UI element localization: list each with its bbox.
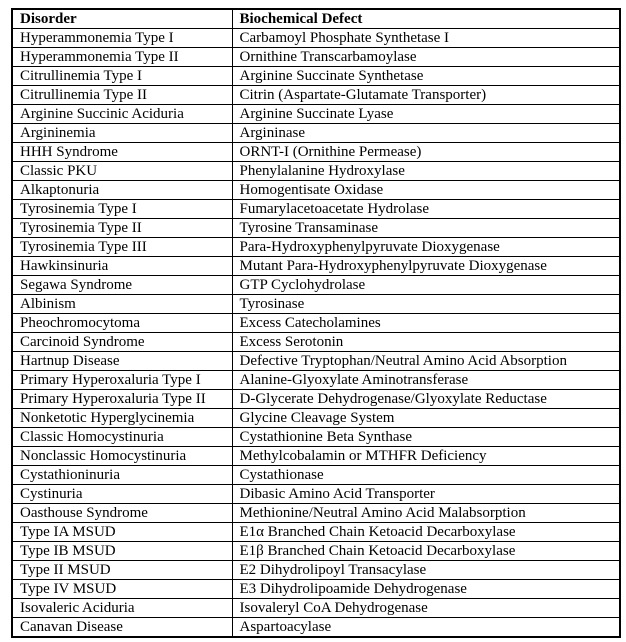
table-row <box>12 599 620 618</box>
defect-cell: E2 Dihydrolipoyl Transacylase <box>232 561 620 580</box>
disorder-cell: Oasthouse Syndrome <box>12 504 232 523</box>
defect-cell: Tyrosine Transaminase <box>232 219 620 238</box>
table-row <box>12 390 620 409</box>
defect-cell: Cystathionase <box>232 466 620 485</box>
disorder-cell: HHH Syndrome <box>12 143 232 162</box>
disorder-cell: Isovaleric Aciduria <box>12 599 232 618</box>
defect-cell: E1β Branched Chain Ketoacid Decarboxylase <box>232 542 620 561</box>
table-row <box>12 238 620 257</box>
defect-cell: Fumarylacetoacetate Hydrolase <box>232 200 620 219</box>
defect-cell: Excess Serotonin <box>232 333 620 352</box>
defect-cell: Defective Tryptophan/Neutral Amino Acid Absorption <box>232 352 620 371</box>
column-header-biochemical-defect: Biochemical Defect <box>232 9 620 29</box>
disorder-cell: Hartnup Disease <box>12 352 232 371</box>
defect-cell: Excess Catecholamines <box>232 314 620 333</box>
table-row <box>12 295 620 314</box>
defect-cell: Citrin (Aspartate-Glutamate Transporter) <box>232 86 620 105</box>
disorder-cell: Cystinuria <box>12 485 232 504</box>
table-row <box>12 447 620 466</box>
defect-cell: Arginine Succinate Lyase <box>232 105 620 124</box>
disorder-cell: Albinism <box>12 295 232 314</box>
disorder-cell: Segawa Syndrome <box>12 276 232 295</box>
table-row <box>12 428 620 447</box>
defect-cell: Homogentisate Oxidase <box>232 181 620 200</box>
disorder-cell: Citrullinemia Type I <box>12 67 232 86</box>
disorder-cell: Tyrosinemia Type I <box>12 200 232 219</box>
disorder-cell: Primary Hyperoxaluria Type II <box>12 390 232 409</box>
defect-cell: Isovaleryl CoA Dehydrogenase <box>232 599 620 618</box>
table-row <box>12 219 620 238</box>
table-row <box>12 466 620 485</box>
defect-cell: Phenylalanine Hydroxylase <box>232 162 620 181</box>
table-row <box>12 162 620 181</box>
table-row <box>12 485 620 504</box>
disorder-cell: Carcinoid Syndrome <box>12 333 232 352</box>
disorder-cell: Arginine Succinic Aciduria <box>12 105 232 124</box>
table-row <box>12 86 620 105</box>
disorder-cell: Tyrosinemia Type II <box>12 219 232 238</box>
disorder-cell: Hyperammonemia Type I <box>12 29 232 48</box>
table-row <box>12 371 620 390</box>
defect-cell: E1α Branched Chain Ketoacid Decarboxylase <box>232 523 620 542</box>
disorder-cell: Type IV MSUD <box>12 580 232 599</box>
table-row <box>12 29 620 48</box>
disorder-cell: Tyrosinemia Type III <box>12 238 232 257</box>
defect-cell: Para-Hydroxyphenylpyruvate Dioxygenase <box>232 238 620 257</box>
table-row <box>12 618 620 638</box>
disorder-cell: Nonclassic Homocystinuria <box>12 447 232 466</box>
defect-cell: E3 Dihydrolipoamide Dehydrogenase <box>232 580 620 599</box>
defect-cell: Dibasic Amino Acid Transporter <box>232 485 620 504</box>
table-row <box>12 276 620 295</box>
disorder-cell: Type II MSUD <box>12 561 232 580</box>
defect-cell: Tyrosinase <box>232 295 620 314</box>
table-row <box>12 181 620 200</box>
table-row <box>12 352 620 371</box>
defect-cell: Aspartoacylase <box>232 618 620 638</box>
column-header-disorder: Disorder <box>12 9 232 29</box>
defect-cell: Glycine Cleavage System <box>232 409 620 428</box>
table-row <box>12 542 620 561</box>
table-row <box>12 143 620 162</box>
defect-cell: GTP Cyclohydrolase <box>232 276 620 295</box>
disorder-cell: Canavan Disease <box>12 618 232 638</box>
disorder-cell: Cystathioninuria <box>12 466 232 485</box>
table-row <box>12 124 620 143</box>
disorder-cell: Nonketotic Hyperglycinemia <box>12 409 232 428</box>
defect-cell: Ornithine Transcarbamoylase <box>232 48 620 67</box>
table-row <box>12 580 620 599</box>
defect-cell: Arginine Succinate Synthetase <box>232 67 620 86</box>
disorder-cell: Alkaptonuria <box>12 181 232 200</box>
table-row <box>12 48 620 67</box>
table-row <box>12 314 620 333</box>
disorder-cell: Classic Homocystinuria <box>12 428 232 447</box>
defect-cell: Methylcobalamin or MTHFR Deficiency <box>232 447 620 466</box>
disorder-cell: Type IB MSUD <box>12 542 232 561</box>
defect-cell: D-Glycerate Dehydrogenase/Glyoxylate Reductase <box>232 390 620 409</box>
defect-cell: Mutant Para-Hydroxyphenylpyruvate Dioxygenase <box>232 257 620 276</box>
table-row <box>12 200 620 219</box>
table-row <box>12 257 620 276</box>
defect-cell: Argininase <box>232 124 620 143</box>
table-row <box>12 333 620 352</box>
defect-cell: Carbamoyl Phosphate Synthetase I <box>232 29 620 48</box>
defect-cell: ORNT-I (Ornithine Permease) <box>232 143 620 162</box>
disorder-table <box>11 8 621 638</box>
disorder-cell: Citrullinemia Type II <box>12 86 232 105</box>
defect-cell: Cystathionine Beta Synthase <box>232 428 620 447</box>
disorder-cell: Classic PKU <box>12 162 232 181</box>
defect-cell: Alanine-Glyoxylate Aminotransferase <box>232 371 620 390</box>
disorder-cell: Argininemia <box>12 124 232 143</box>
disorder-cell: Primary Hyperoxaluria Type I <box>12 371 232 390</box>
disorder-cell: Type IA MSUD <box>12 523 232 542</box>
table-row <box>12 561 620 580</box>
header-row <box>12 9 620 29</box>
table-row <box>12 523 620 542</box>
table-row <box>12 504 620 523</box>
defect-cell: Methionine/Neutral Amino Acid Malabsorption <box>232 504 620 523</box>
table-body <box>12 29 620 638</box>
disorder-cell: Pheochromocytoma <box>12 314 232 333</box>
disorder-cell: Hawkinsinuria <box>12 257 232 276</box>
table-row <box>12 67 620 86</box>
table-row <box>12 409 620 428</box>
disorder-cell: Hyperammonemia Type II <box>12 48 232 67</box>
table-row <box>12 105 620 124</box>
